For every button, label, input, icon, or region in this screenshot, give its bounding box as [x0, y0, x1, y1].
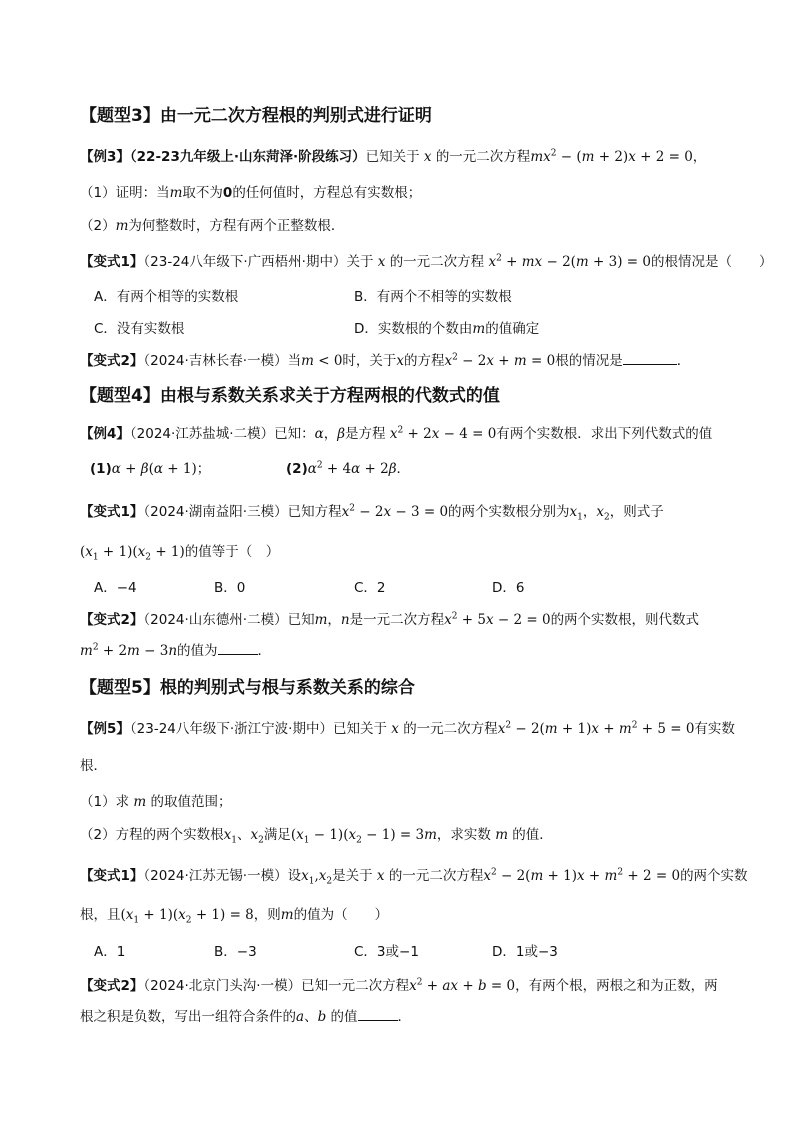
- variant-4-1-option-c[interactable]: C．2: [354, 580, 386, 596]
- variant-3-1-option-d[interactable]: D．实数根的个数由m的值确定: [354, 321, 540, 337]
- variant-3-1-option-b[interactable]: B．有两个不相等的实数根: [354, 289, 512, 305]
- example-5-question-2: （2）方程的两个实数根$x_1$、$x_2$满足$(x_1 - 1)(x_2 - 1) = 3m$，求实数 m 的值．: [80, 827, 553, 846]
- variant-3-1-stem: 【变式1】（23-24八年级下·广西梧州·期中）关于 x 的一元二次方程 $x^2$ + mx − 2(m + 3) = 0的根情况是（ ）: [80, 253, 773, 270]
- variant-5-1-option-d[interactable]: D．1或−3: [492, 944, 558, 960]
- variant-4-1-line-2: $(x_1 + 1)(x_2 + 1)$的值等于（ ）: [80, 544, 280, 563]
- section-title-4: 【题型4】由根与系数关系求关于方程两根的代数式的值: [80, 386, 500, 406]
- example-4-stem: 【例4】（2024·江苏盐城·二模）已知：α，β是方程 $x^2 + 2x - 4 = 0$有两个实数根．求出下列代数式的值: [80, 425, 713, 442]
- variant-5-2-stem: 【变式2】（2024·北京门头沟·一模）已知一元二次方程$x^2$ + ax + b = 0，有两个根，两根之和为正数，两: [80, 977, 718, 994]
- variant-4-1-option-b[interactable]: B．0: [214, 580, 246, 596]
- example-5-line-1: 【例5】（23-24八年级下·浙江宁波·期中）已知关于 x 的一元二次方程$x^2 - 2(m + 1)x + m^2 + 5 = 0$有实数: [80, 720, 735, 737]
- variant-4-1-option-d[interactable]: D．6: [492, 580, 525, 596]
- variant-5-1-option-c[interactable]: C．3或−1: [354, 944, 419, 960]
- variant-3-2-stem: 【变式2】（2024·吉林长春·一模）当m < 0时，关于x的方程$x^2 - 2x + m = 0$根的情况是 ．: [80, 352, 691, 369]
- example-4-part-1: (1)α + β(α + 1)；: [90, 461, 211, 477]
- example-3-line-1: 【例3】（22-23九年级上·山东菏泽·阶段练习）已知关于 x 的一元二次方程$mx^2 - (m + 2)x + 2 = 0$，: [80, 148, 707, 165]
- variant-5-1-option-b[interactable]: B．−3: [214, 944, 257, 960]
- variant-4-2-stem: 【变式2】（2024·山东德州·二模）已知m，n是一元二次方程$x^2 + 5x - 2 = 0$的两个实数根，则代数式: [80, 611, 700, 628]
- section-title-5: 【题型5】根的判别式与根与系数关系的综合: [80, 678, 415, 698]
- variant-5-1-line-2: 根，且$(x_1 + 1)(x_2 + 1) = 8$，则m的值为（ ）: [80, 907, 389, 926]
- example-3-question-2: （2）m为何整数时，方程有两个正整数根．: [80, 218, 345, 234]
- variant-3-1-option-c[interactable]: C．没有实数根: [94, 321, 185, 337]
- variant-5-2-line-2: 根之积是负数，写出一组符合条件的a、b 的值 ．: [80, 1009, 412, 1025]
- variant-5-1-stem: 【变式1】（2024·江苏无锡·一模）设$x_1,x_2$是关于 x 的一元二次方程$x^2 - 2(m + 1)x + m^2 + 2 = 0$的两个实数: [80, 867, 748, 887]
- answer-blank[interactable]: [218, 641, 258, 655]
- variant-3-1-option-a[interactable]: A．有两个相等的实数根: [94, 289, 239, 305]
- example-3-question-1: （1）证明：当m取不为0的任何值时，方程总有实数根；: [80, 185, 422, 201]
- example-5-question-1: （1）求 m 的取值范围；: [80, 794, 232, 810]
- variant-5-1-option-a[interactable]: A．1: [94, 944, 126, 960]
- section-title-3: 【题型3】由一元二次方程根的判别式进行证明: [80, 106, 432, 126]
- variant-4-2-line-2: $m^2 + 2m - 3n$的值为 ．: [80, 642, 272, 659]
- variant-4-1-stem: 【变式1】（2024·湖南益阳·三模）已知方程$x^2 - 2x - 3 = 0$的两个实数根分别为$x_1$，$x_2$，则式子: [80, 503, 664, 523]
- answer-blank[interactable]: [623, 351, 677, 365]
- variant-4-1-option-a[interactable]: A．−4: [94, 580, 137, 596]
- example-4-part-2: $(2)\alpha^2 + 4\alpha + 2\beta$．: [286, 460, 410, 477]
- answer-blank[interactable]: [358, 1007, 398, 1021]
- example-5-line-2: 根．: [80, 758, 107, 774]
